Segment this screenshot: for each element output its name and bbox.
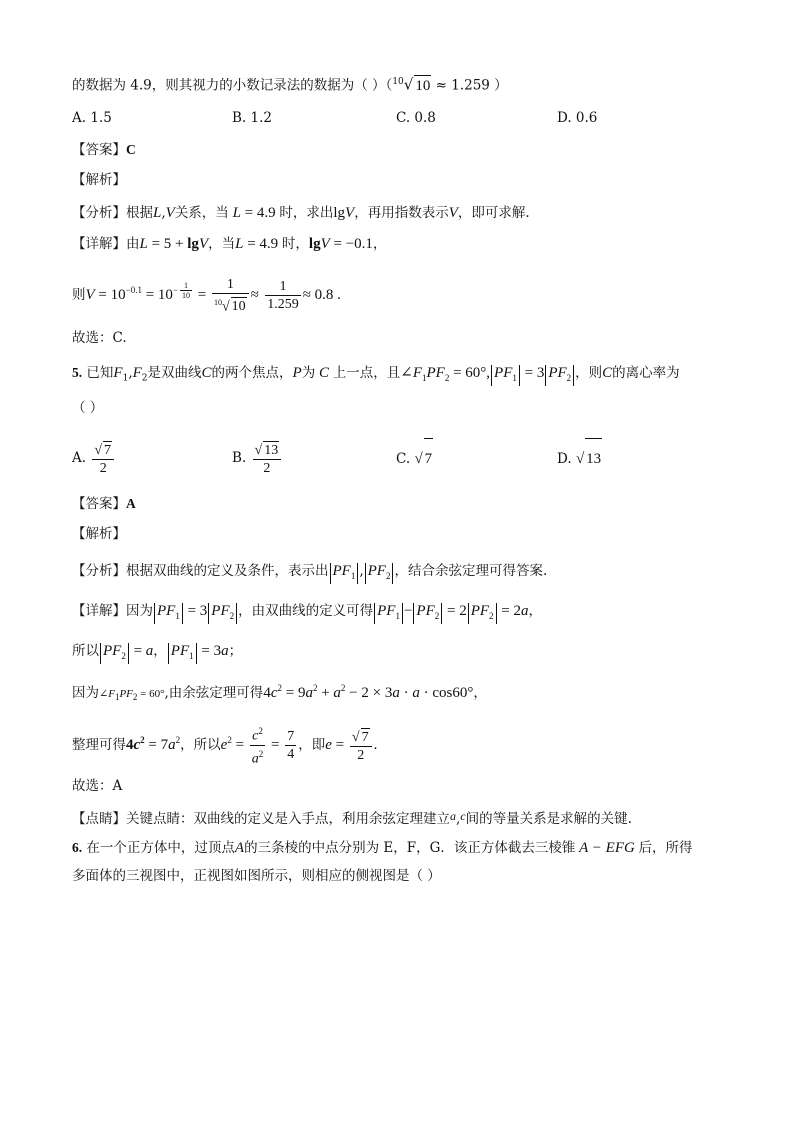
q5-option-d[interactable]: D. √ 13 (557, 438, 602, 478)
q4-intro-line: 的数据为 4.9，则其视力的小数记录法的数据为（ ）（$^{10}$√ 10 ≈ 1.259 ） (72, 75, 508, 94)
q5-arrange-line: 整理可得$4c^2 = 7a^2$，所以$e^2$ = $\frac{c^2}{a^2}$ = $\frac{7}{4}$ ，即e = $\frac{√ 7}{2}$ . (72, 718, 377, 762)
q5-analysis-tag: 【解析】 (72, 526, 126, 542)
q5-fenxi-line: 【分析】根据双曲线的定义及条件，表示出 $PF_1$ , $PF_2$ ，结合余弦定理可得答案. (72, 561, 547, 584)
q4-detail-line: 【详解】由L = 5 + lgV，当L = 4.9 时，lgV = −0.1， (72, 236, 387, 252)
q4-option-a[interactable]: A. 1.5 (72, 110, 112, 126)
q5-option-a[interactable]: A. $\frac{√ 7}{2}$ (72, 438, 116, 478)
q6-stem-line-2: 多面体的三视图中，正视图如图所示，则相应的侧视图是（ ） (72, 868, 441, 884)
q4-conclusion: 故选：C. (72, 330, 127, 346)
q6-stem-line-1: 6. 在一个正方体中，过顶点A的三条棱的中点分别为 E，F，G．该正方体截去三棱锥 A − EFG 后，所得 (72, 840, 693, 856)
q4-option-d[interactable]: D. 0.6 (557, 110, 598, 126)
q5-stem-line: 5. 已知$F_1,F_2$是双曲线C的两个焦点，P为 C 上一点，且$\angle F_1PF_2 = 60^\circ$, $PF_1 = 3$ $PF_2$ ，则C的离心率为 (72, 363, 680, 389)
q4-analysis-tag: 【解析】 (72, 172, 126, 188)
q5-answer-line: 【答案】A (72, 496, 136, 512)
q5-paren: （ ） (72, 400, 104, 416)
q4-answer-line (72, 140, 136, 160)
q5-detail-line: 【详解】因为 $PF_1 = 3$ $PF_2$ ，由双曲线的定义可得 $PF_1 - PF_2 = 2$ $PF_2 = 2a$， (72, 601, 542, 624)
answer-tag: 【答案】 (72, 142, 126, 158)
q5-so-line: 所以 $PF_2 = a$， $PF_1 = 3a$； (72, 641, 242, 664)
q4-option-c[interactable]: C. 0.8 (396, 110, 436, 126)
q4-option-b[interactable]: B. 1.2 (232, 110, 272, 126)
q4-fenxi-line: 【分析】根据L,V关系，当 L = 4.9 时，求出lgV，再用指数表示V，即可求解. (72, 205, 530, 221)
answer-value: C (126, 142, 136, 157)
q4-calc-line: 则$V = 10^{-0.1} = 10^{- \frac{1}{10}}$ = $\frac{1}{^{10}√ 10}$ ≈ $\frac{1}{1.259}$ ≈ 0.8 . (72, 276, 341, 315)
q5-comment-line: 【点睛】关键点睛：双曲线的定义是入手点，利用余弦定理建立a,c间的等量关系是求解的关键. (72, 809, 632, 827)
q5-option-b[interactable]: B. $\frac{√ 13}{2}$ (232, 438, 283, 478)
q5-because-line: 因为$\angle F_1PF_2 = 60^\circ$,由余弦定理可得$4c^2 = 9a^2 + a^2 - 2 \times 3a \cdot a \cdot \cos 60^\circ$， (72, 683, 487, 703)
q5-conclusion: 故选：A (72, 778, 123, 794)
q5-option-c[interactable]: C. √ 7 (396, 438, 433, 478)
